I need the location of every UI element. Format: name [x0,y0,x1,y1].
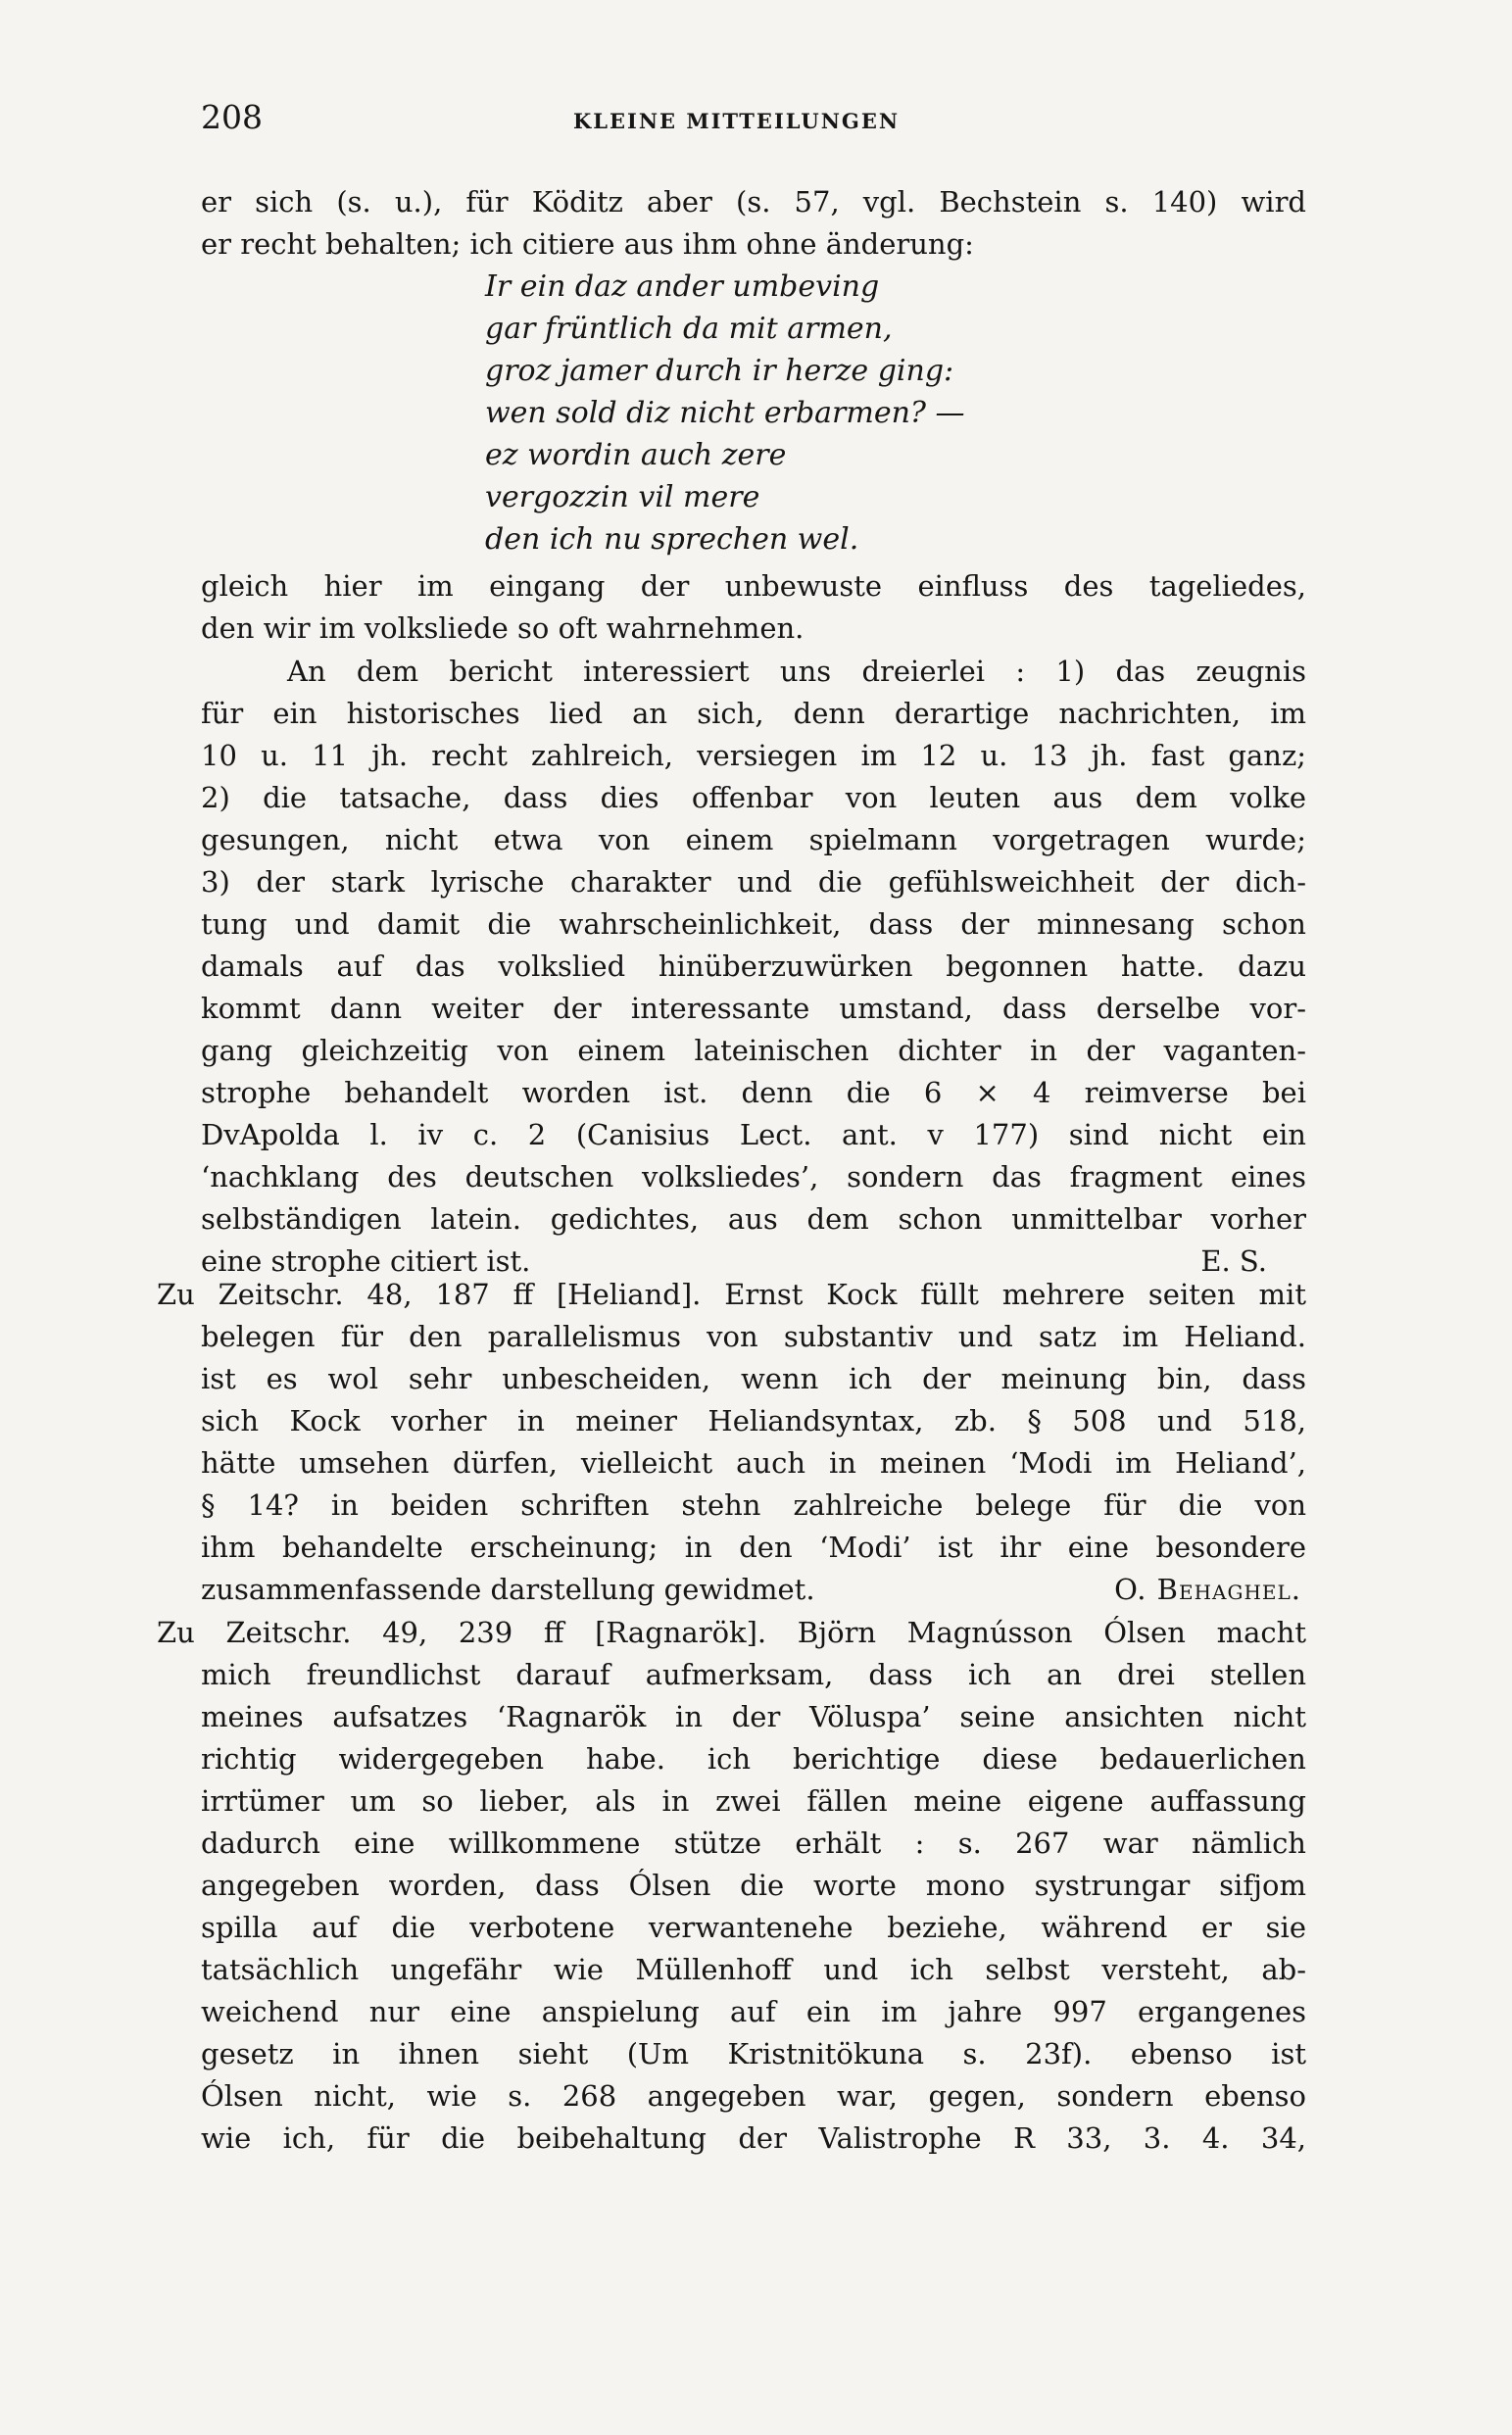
text-line: gang gleichzeitig von einem lateinischen dichter in der vaganten- [201,1034,1306,1067]
author-signature: O. Behaghel. [1114,1573,1301,1606]
text-line: damals auf das volkslied hinüberzuwürken begonnen hatte. dazu [201,950,1306,983]
text-line: ist es wol sehr unbescheiden, wenn ich der meinung bin, dass [201,1362,1306,1395]
text-line: selbständigen latein. gedichtes, aus dem schon unmittelbar vorher [201,1202,1306,1236]
note-ragnarok [157,1612,1306,2160]
text-line: dadurch eine willkommene stütze erhält : s. 267 war nämlich [201,1826,1306,1860]
text-line: gleich hier im eingang der unbewuste einfluss des tageliedes, [201,569,1306,603]
text-line: tung und damit die wahrscheinlichkeit, dass der minnesang schon [201,907,1306,941]
text-line: sich Kock vorher in meiner Heliandsyntax, zb. § 508 und 518, [201,1404,1306,1437]
text-line [201,1569,1306,1611]
paragraph-end-text: eine strophe citiert ist. [201,1244,531,1278]
page-header [201,98,1308,147]
verse-line: gar früntlich da mit armen, [485,312,893,346]
text-line: tatsächlich ungefähr wie Müllenhoff und ich selbst versteht, ab- [201,1953,1306,1986]
verse-line: wen sold diz nicht erbarmen? — [485,396,965,430]
verse-line: Ir ein daz ander umbeving [485,269,880,304]
text-line: belegen für den parallelismus von substantiv und satz im Heliand. [201,1320,1306,1353]
verse-line: vergozzin vil mere [485,480,760,514]
text-line: DvApolda l. iv c. 2 (Canisius Lect. ant. v 177) sind nicht ein [201,1118,1306,1151]
text-line: irrtümer um so lieber, als in zwei fällen meine eigene auffassung [201,1784,1306,1818]
note-heading-line: Zu Zeitschr. 48, 187 ff [Heliand]. Ernst Kock füllt mehrere seiten mit [157,1278,1306,1311]
main-paragraph [201,651,1306,1283]
text-line: spilla auf die verbotene verwantenehe beziehe, während er sie [201,1911,1306,1944]
text-line: für ein historisches lied an sich, denn derartige nachrichten, im [201,697,1306,730]
text-line: meines aufsatzes ‘Ragnarök in der Völuspa’ seine ansichten nicht [201,1700,1306,1733]
verse-line: den ich nu sprechen wel. [485,522,859,557]
page-number: 208 [201,98,263,136]
text-line: ‘nachklang des deutschen volksliedes’, sondern das fragment eines [201,1160,1306,1193]
text-line: An dem bericht interessiert uns dreierlei : 1) das zeugnis [287,655,1306,688]
text-line: angegeben worden, dass Ólsen die worte mono systrungar sifjom [201,1869,1306,1902]
note-heliand [157,1274,1306,1611]
note-end-text: zusammenfassende darstellung gewidmet. [201,1573,815,1606]
text-line: richtig widergegeben habe. ich berichtige diese bedauerlichen [201,1742,1306,1776]
text-line: weichend nur eine anspielung auf ein im jahre 997 ergangenes [201,1995,1306,2028]
after-verse-text [201,565,1306,650]
author-signature: E. S. [1200,1244,1267,1278]
text-line: § 14? in beiden schriften stehn zahlreiche belege für die von [201,1488,1306,1522]
text-line: mich freundlichst darauf aufmerksam, dass ich an drei stellen [201,1658,1306,1691]
text-line: hätte umsehen dürfen, vielleicht auch in meinen ‘Modi im Heliand’, [201,1446,1306,1480]
note-heading-line: Zu Zeitschr. 49, 239 ff [Ragnarök]. Björn Magnússon Ólsen macht [157,1616,1306,1649]
text-line: 10 u. 11 jh. recht zahlreich, versiegen im 12 u. 13 jh. fast ganz; [201,739,1306,772]
text-line: kommt dann weiter der interessante umstand, dass derselbe vor- [201,992,1306,1025]
text-line: wie ich, für die beibehaltung der Valistrophe R 33, 3. 4. 34, [201,2121,1306,2155]
text-line: er recht behalten; ich citiere aus ihm ohne änderung: [201,227,974,261]
verse-line: ez wordin auch zere [485,438,787,472]
verse-line: groz jamer durch ir herze ging: [485,354,954,388]
verse-quotation [485,266,965,560]
text-line: 3) der stark lyrische charakter und die gefühlsweichheit der dich- [201,865,1306,899]
text-line: strophe behandelt worden ist. denn die 6 × 4 reimverse bei [201,1076,1306,1109]
text-line: er sich (s. u.), für Köditz aber (s. 57, vgl. Bechstein s. 140) wird [201,185,1306,219]
text-line: den wir im volksliede so oft wahrnehmen. [201,611,805,645]
text-line: gesetz in ihnen sieht (Um Kristnitökuna s. 23f). ebenso ist [201,2037,1306,2070]
intro-text [201,181,1306,266]
text-line: gesungen, nicht etwa von einem spielmann vorgetragen wurde; [201,823,1306,856]
text-line: ihm behandelte erscheinung; in den ‘Modi’ ist ihr eine besondere [201,1531,1306,1564]
text-line: Ólsen nicht, wie s. 268 angegeben war, gegen, sondern ebenso [201,2079,1306,2113]
running-title: KLEINE MITTEILUNGEN [573,109,901,133]
text-line: 2) die tatsache, dass dies offenbar von leuten aus dem volke [201,781,1306,814]
